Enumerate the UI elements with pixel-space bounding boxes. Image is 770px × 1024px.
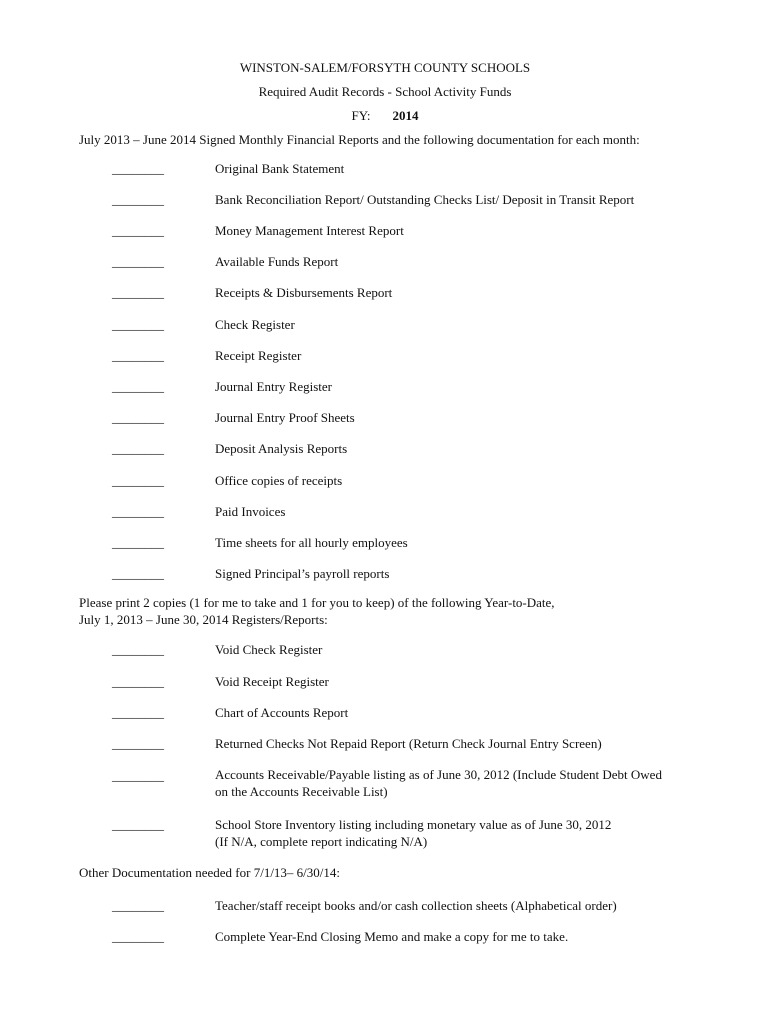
item-label: Void Receipt Register (215, 674, 329, 689)
item-label: Receipt Register (215, 348, 302, 363)
section2-intro-line2: July 1, 2013 – June 30, 2014 Registers/Reports: (79, 612, 328, 627)
fiscal-year (0, 107, 770, 124)
item-label: Returned Checks Not Repaid Report (Return Check Journal Entry Screen) (215, 736, 602, 751)
item-label-continued: (If N/A, complete report indicating N/A) (215, 834, 428, 849)
checkoff-blank[interactable]: ________ (112, 736, 164, 751)
checkoff-blank[interactable]: ________ (112, 898, 164, 913)
item-label: Journal Entry Register (215, 379, 332, 394)
checkoff-blank[interactable]: ________ (112, 473, 164, 488)
item-label: Money Management Interest Report (215, 223, 404, 238)
checkoff-blank[interactable]: ________ (112, 674, 164, 689)
section3-intro: Other Documentation needed for 7/1/13– 6/30/14: (79, 865, 341, 880)
section1-intro: July 2013 – June 2014 Signed Monthly Financial Reports and the following documentation for each month: (79, 132, 640, 147)
section2-intro-line1: Please print 2 copies (1 for me to take and 1 for you to keep) of the following Year-to-Date, (79, 595, 555, 610)
item-label: Time sheets for all hourly employees (215, 535, 408, 550)
checkoff-blank[interactable]: ________ (112, 768, 164, 783)
item-label: Deposit Analysis Reports (215, 441, 348, 456)
item-label: Journal Entry Proof Sheets (215, 410, 355, 425)
checkoff-blank[interactable]: ________ (112, 642, 164, 657)
item-label: Paid Invoices (215, 504, 286, 519)
checkoff-blank[interactable]: ________ (112, 379, 164, 394)
checkoff-blank[interactable]: ________ (112, 348, 164, 363)
checkoff-blank[interactable]: ________ (112, 161, 164, 176)
item-label: Complete Year-End Closing Memo and make a copy for me to take. (215, 929, 569, 944)
checkoff-blank[interactable]: ________ (112, 223, 164, 238)
checkoff-blank[interactable]: ________ (112, 441, 164, 456)
checkoff-blank[interactable]: ________ (112, 504, 164, 519)
checkoff-blank[interactable]: ________ (112, 192, 164, 207)
checkoff-blank[interactable]: ________ (112, 817, 164, 832)
checkoff-blank[interactable]: ________ (112, 535, 164, 550)
checkoff-blank[interactable]: ________ (112, 410, 164, 425)
item-label: School Store Inventory listing including monetary value as of June 30, 2012 (215, 817, 612, 832)
checkoff-blank[interactable]: ________ (112, 317, 164, 332)
item-label: Office copies of receipts (215, 473, 343, 488)
item-label: Check Register (215, 317, 295, 332)
item-label: Receipts & Disbursements Report (215, 285, 393, 300)
item-label: Accounts Receivable/Payable listing as of June 30, 2012 (Include Student Debt Owed (215, 767, 662, 782)
fy-value: 2014 (392, 108, 419, 123)
checkoff-blank[interactable]: ________ (112, 929, 164, 944)
item-label-continued: on the Accounts Receivable List) (215, 784, 388, 799)
item-label: Available Funds Report (215, 254, 339, 269)
item-label: Void Check Register (215, 642, 323, 657)
fy-label: FY: (351, 108, 371, 123)
item-label: Teacher/staff receipt books and/or cash collection sheets (Alphabetical order) (215, 898, 617, 913)
checkoff-blank[interactable]: ________ (112, 705, 164, 720)
item-label: Chart of Accounts Report (215, 705, 349, 720)
org-title: WINSTON-SALEM/FORSYTH COUNTY SCHOOLS (239, 60, 531, 75)
item-label: Original Bank Statement (215, 161, 345, 176)
item-label: Signed Principal’s payroll reports (215, 566, 390, 581)
checkoff-blank[interactable]: ________ (112, 285, 164, 300)
item-label: Bank Reconciliation Report/ Outstanding Checks List/ Deposit in Transit Report (215, 192, 635, 207)
checkoff-blank[interactable]: ________ (112, 254, 164, 269)
document-subtitle: Required Audit Records - School Activity Funds (258, 84, 512, 99)
checkoff-blank[interactable]: ________ (112, 566, 164, 581)
